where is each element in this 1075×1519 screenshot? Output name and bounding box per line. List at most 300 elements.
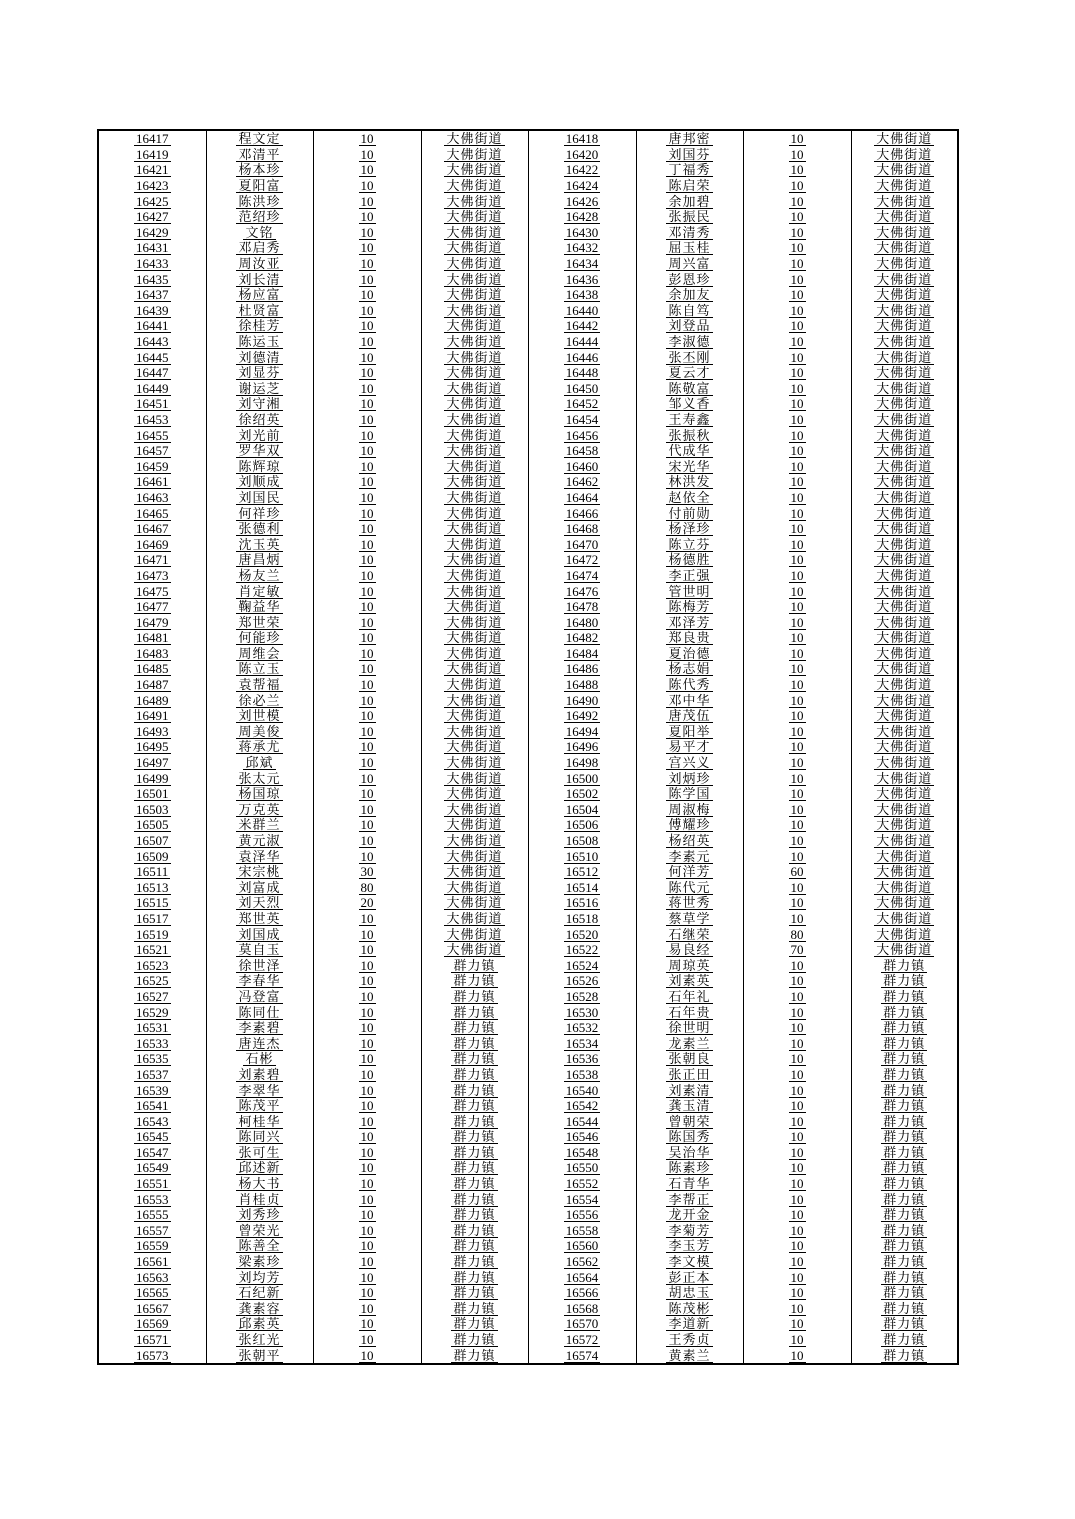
id-cell: [528, 381, 636, 397]
id-cell: [98, 1020, 206, 1036]
amount-cell: [743, 1145, 851, 1161]
area-cell: [421, 1301, 528, 1317]
cell-text: 陈同兴: [238, 1129, 281, 1145]
cell-text: 彭恩珍: [668, 271, 711, 287]
cell-text: 10: [360, 677, 374, 693]
id-cell: [98, 209, 206, 225]
cell-text: 大佛街道: [446, 833, 503, 849]
cell-text: 大佛街道: [446, 661, 503, 677]
cell-text: 群力镇: [883, 1160, 926, 1176]
amount-cell: [313, 1207, 421, 1223]
name-cell: [636, 443, 743, 459]
area-cell: [851, 287, 958, 303]
cell-text: 大佛街道: [876, 833, 933, 849]
cell-text: 16448: [565, 365, 599, 381]
name-cell: [636, 1254, 743, 1270]
amount-cell: [743, 583, 851, 599]
cell-text: 群力镇: [453, 1191, 496, 1207]
name-cell: [636, 334, 743, 350]
amount-cell: [313, 926, 421, 942]
table-row: [98, 147, 958, 163]
cell-text: 肖定敏: [238, 583, 281, 599]
name-cell: [636, 474, 743, 490]
name-cell: [636, 1129, 743, 1145]
cell-text: 16504: [565, 801, 599, 817]
cell-text: 16562: [565, 1254, 599, 1270]
area-cell: [421, 848, 528, 864]
amount-cell: [743, 1129, 851, 1145]
cell-text: 陈启荣: [668, 178, 711, 194]
name-cell: [636, 989, 743, 1005]
cell-text: 10: [360, 489, 374, 505]
cell-text: 10: [360, 240, 374, 256]
id-cell: [98, 474, 206, 490]
amount-cell: [743, 349, 851, 365]
name-cell: [636, 1145, 743, 1161]
cell-text: 邓清平: [238, 146, 281, 162]
name-cell: [636, 162, 743, 178]
name-cell: [636, 1113, 743, 1129]
cell-text: 易平才: [668, 739, 711, 755]
cell-text: 大佛街道: [446, 630, 503, 646]
amount-cell: [313, 864, 421, 880]
id-cell: [98, 1051, 206, 1067]
name-cell: [206, 490, 313, 506]
area-cell: [851, 443, 958, 459]
area-cell: [851, 490, 958, 506]
id-cell: [98, 412, 206, 428]
cell-text: 16465: [136, 505, 169, 521]
id-cell: [98, 1129, 206, 1145]
cell-text: 10: [790, 178, 804, 194]
cell-text: 屈玉桂: [668, 240, 711, 256]
cell-text: 10: [360, 1191, 374, 1207]
id-cell: [528, 1269, 636, 1285]
cell-text: 16521: [136, 942, 169, 958]
cell-text: 16538: [565, 1066, 599, 1082]
amount-cell: [313, 303, 421, 319]
amount-cell: [313, 942, 421, 958]
area-cell: [421, 630, 528, 646]
area-cell: [851, 1129, 958, 1145]
cell-text: 大佛街道: [876, 817, 933, 833]
cell-text: 大佛街道: [876, 224, 933, 240]
cell-text: 16481: [136, 630, 169, 646]
id-cell: [98, 599, 206, 615]
cell-text: 10: [360, 131, 374, 147]
cell-text: 徐世明: [668, 1020, 711, 1036]
table-row: [98, 240, 958, 256]
cell-text: 10: [360, 1098, 374, 1114]
cell-text: 16482: [565, 630, 599, 646]
area-cell: [421, 692, 528, 708]
cell-text: 徐桂芳: [238, 318, 281, 334]
name-cell: [206, 1067, 313, 1083]
cell-text: 16473: [136, 567, 169, 583]
amount-cell: [743, 724, 851, 740]
cell-text: 10: [360, 1222, 374, 1238]
id-cell: [98, 614, 206, 630]
amount-cell: [743, 303, 851, 319]
cell-text: 群力镇: [453, 973, 496, 989]
id-cell: [528, 583, 636, 599]
area-cell: [851, 1207, 958, 1223]
table-row: [98, 864, 958, 880]
amount-cell: [313, 661, 421, 677]
cell-text: 10: [360, 521, 374, 537]
cell-text: 10: [790, 1004, 804, 1020]
amount-cell: [313, 443, 421, 459]
cell-text: 16442: [565, 318, 599, 334]
area-cell: [851, 505, 958, 521]
cell-text: 16431: [136, 240, 169, 256]
name-cell: [636, 178, 743, 194]
amount-cell: [313, 880, 421, 896]
cell-text: 16480: [565, 614, 599, 630]
cell-text: 16476: [565, 583, 599, 599]
name-cell: [206, 583, 313, 599]
area-cell: [851, 614, 958, 630]
name-cell: [636, 365, 743, 381]
cell-text: 大佛街道: [446, 396, 503, 412]
id-cell: [528, 521, 636, 537]
cell-text: 大佛街道: [446, 536, 503, 552]
cell-text: 群力镇: [883, 1316, 926, 1332]
name-cell: [206, 895, 313, 911]
cell-text: 徐世泽: [238, 957, 281, 973]
id-cell: [528, 895, 636, 911]
id-cell: [98, 1098, 206, 1114]
cell-text: 莫自玉: [238, 942, 281, 958]
amount-cell: [313, 521, 421, 537]
cell-text: 群力镇: [453, 1207, 496, 1223]
id-cell: [528, 147, 636, 163]
cell-text: 群力镇: [453, 1098, 496, 1114]
area-cell: [421, 786, 528, 802]
cell-text: 16449: [136, 380, 169, 396]
id-cell: [528, 692, 636, 708]
name-cell: [636, 490, 743, 506]
amount-cell: [743, 412, 851, 428]
cell-text: 10: [790, 552, 804, 568]
cell-text: 大佛街道: [876, 755, 933, 771]
cell-text: 夏阳富: [238, 178, 281, 194]
amount-cell: [743, 1254, 851, 1270]
cell-text: 群力镇: [453, 1300, 496, 1316]
cell-text: 大佛街道: [446, 755, 503, 771]
table-row: [98, 895, 958, 911]
amount-cell: [313, 989, 421, 1005]
id-cell: [98, 521, 206, 537]
cell-text: 16558: [565, 1222, 599, 1238]
cell-text: 陈代秀: [668, 677, 711, 693]
cell-text: 龚素容: [238, 1300, 281, 1316]
cell-text: 蔡草学: [668, 910, 711, 926]
cell-text: 李素元: [668, 848, 711, 864]
amount-cell: [313, 147, 421, 163]
area-cell: [421, 973, 528, 989]
cell-text: 邓清秀: [668, 224, 711, 240]
cell-text: 大佛街道: [446, 240, 503, 256]
cell-text: 16510: [565, 848, 599, 864]
amount-cell: [743, 193, 851, 209]
cell-text: 鞠益华: [238, 599, 281, 615]
cell-text: 10: [790, 739, 804, 755]
cell-text: 张朝良: [668, 1051, 711, 1067]
table-row: [98, 536, 958, 552]
cell-text: 群力镇: [453, 1004, 496, 1020]
amount-cell: [313, 786, 421, 802]
area-cell: [421, 1067, 528, 1083]
cell-text: 张振民: [668, 209, 711, 225]
cell-text: 16463: [136, 489, 169, 505]
name-cell: [206, 708, 313, 724]
cell-text: 16506: [565, 817, 599, 833]
id-cell: [98, 1113, 206, 1129]
name-cell: [636, 256, 743, 272]
amount-cell: [743, 957, 851, 973]
cell-text: 10: [360, 162, 374, 178]
name-cell: [206, 521, 313, 537]
cell-text: 16568: [565, 1300, 599, 1316]
cell-text: 16487: [136, 677, 169, 693]
cell-text: 李菊芳: [668, 1222, 711, 1238]
cell-text: 16535: [136, 1051, 169, 1067]
area-cell: [421, 957, 528, 973]
id-cell: [528, 802, 636, 818]
cell-text: 大佛街道: [446, 895, 503, 911]
amount-cell: [743, 802, 851, 818]
area-cell: [851, 1082, 958, 1098]
cell-text: 10: [790, 489, 804, 505]
name-cell: [206, 1269, 313, 1285]
amount-cell: [743, 271, 851, 287]
table-row: [98, 1098, 958, 1114]
cell-text: 杨友兰: [238, 567, 281, 583]
cell-text: 16502: [565, 786, 599, 802]
name-cell: [206, 942, 313, 958]
id-cell: [98, 661, 206, 677]
cell-text: 何能珍: [238, 630, 281, 646]
amount-cell: [313, 630, 421, 646]
cell-text: 罗华双: [238, 443, 281, 459]
cell-text: 大佛街道: [446, 552, 503, 568]
id-cell: [528, 1113, 636, 1129]
cell-text: 大佛街道: [876, 240, 933, 256]
table-row: [98, 458, 958, 474]
cell-text: 群力镇: [453, 1176, 496, 1192]
cell-text: 16421: [136, 162, 169, 178]
cell-text: 大佛街道: [446, 458, 503, 474]
cell-text: 16457: [136, 443, 169, 459]
table-row: [98, 303, 958, 319]
table-row: [98, 583, 958, 599]
amount-cell: [743, 521, 851, 537]
id-cell: [528, 427, 636, 443]
cell-text: 大佛街道: [876, 302, 933, 318]
cell-text: 李道新: [668, 1316, 711, 1332]
area-cell: [421, 162, 528, 178]
id-cell: [528, 1285, 636, 1301]
cell-text: 16522: [565, 942, 599, 958]
cell-text: 16447: [136, 365, 169, 381]
cell-text: 群力镇: [883, 1129, 926, 1145]
cell-text: 16467: [136, 521, 169, 537]
cell-text: 李淑德: [668, 334, 711, 350]
amount-cell: [313, 599, 421, 615]
area-cell: [851, 1160, 958, 1176]
cell-text: 16451: [136, 396, 169, 412]
cell-text: 大佛街道: [446, 380, 503, 396]
amount-cell: [313, 724, 421, 740]
cell-text: 大佛街道: [876, 427, 933, 443]
cell-text: 16523: [136, 957, 169, 973]
cell-text: 16436: [565, 271, 599, 287]
area-cell: [421, 427, 528, 443]
amount-cell: [743, 287, 851, 303]
table-row: [98, 552, 958, 568]
id-cell: [98, 583, 206, 599]
name-cell: [636, 1020, 743, 1036]
cell-text: 大佛街道: [446, 318, 503, 334]
id-cell: [98, 458, 206, 474]
cell-text: 大佛街道: [446, 334, 503, 350]
area-cell: [851, 833, 958, 849]
cell-text: 10: [360, 599, 374, 615]
cell-text: 群力镇: [453, 1082, 496, 1098]
cell-text: 16551: [136, 1176, 169, 1192]
id-cell: [98, 178, 206, 194]
area-cell: [851, 708, 958, 724]
name-cell: [206, 193, 313, 209]
id-cell: [98, 1254, 206, 1270]
cell-text: 大佛街道: [876, 801, 933, 817]
cell-text: 石纪新: [238, 1285, 281, 1301]
cell-text: 16529: [136, 1004, 169, 1020]
table-row: [98, 474, 958, 490]
cell-text: 大佛街道: [446, 677, 503, 693]
cell-text: 曾荣光: [238, 1222, 281, 1238]
cell-text: 群力镇: [453, 1066, 496, 1082]
amount-cell: [313, 490, 421, 506]
cell-text: 10: [790, 474, 804, 490]
amount-cell: [313, 271, 421, 287]
name-cell: [206, 646, 313, 662]
cell-text: 16494: [565, 723, 599, 739]
cell-text: 10: [790, 910, 804, 926]
cell-text: 16496: [565, 739, 599, 755]
area-cell: [421, 755, 528, 771]
cell-text: 16525: [136, 973, 169, 989]
cell-text: 10: [360, 1285, 374, 1301]
cell-text: 16486: [565, 661, 599, 677]
amount-cell: [313, 427, 421, 443]
amount-cell: [313, 1316, 421, 1332]
cell-text: 刘素英: [668, 973, 711, 989]
name-cell: [206, 130, 313, 147]
cell-text: 谢运芝: [238, 380, 281, 396]
area-cell: [851, 193, 958, 209]
cell-text: 大佛街道: [876, 443, 933, 459]
name-cell: [636, 1004, 743, 1020]
amount-cell: [743, 786, 851, 802]
area-cell: [421, 1347, 528, 1364]
amount-cell: [743, 895, 851, 911]
amount-cell: [743, 443, 851, 459]
table-row: [98, 1223, 958, 1239]
name-cell: [206, 864, 313, 880]
area-cell: [851, 130, 958, 147]
cell-text: 群力镇: [883, 1191, 926, 1207]
cell-text: 10: [790, 770, 804, 786]
cell-text: 10: [360, 1144, 374, 1160]
amount-cell: [313, 1269, 421, 1285]
cell-text: 李翠华: [238, 1082, 281, 1098]
id-cell: [528, 1254, 636, 1270]
area-cell: [851, 412, 958, 428]
amount-cell: [313, 802, 421, 818]
cell-text: 蒋世秀: [668, 895, 711, 911]
id-cell: [98, 677, 206, 693]
name-cell: [206, 755, 313, 771]
id-cell: [528, 1035, 636, 1051]
id-cell: [98, 724, 206, 740]
cell-text: 10: [790, 1129, 804, 1145]
cell-text: 10: [790, 287, 804, 303]
amount-cell: [313, 209, 421, 225]
cell-text: 10: [790, 334, 804, 350]
id-cell: [528, 1223, 636, 1239]
cell-text: 大佛街道: [876, 146, 933, 162]
area-cell: [851, 552, 958, 568]
id-cell: [528, 911, 636, 927]
area-cell: [851, 1254, 958, 1270]
cell-text: 10: [790, 1098, 804, 1114]
cell-text: 16426: [565, 193, 599, 209]
area-cell: [851, 864, 958, 880]
area-cell: [851, 334, 958, 350]
cell-text: 群力镇: [453, 1160, 496, 1176]
cell-text: 郑世荣: [238, 614, 281, 630]
cell-text: 李帮正: [668, 1191, 711, 1207]
area-cell: [851, 178, 958, 194]
cell-text: 群力镇: [883, 1051, 926, 1067]
name-cell: [206, 568, 313, 584]
area-cell: [851, 271, 958, 287]
id-cell: [528, 755, 636, 771]
cell-text: 10: [790, 1035, 804, 1051]
name-cell: [636, 381, 743, 397]
cell-text: 杨德胜: [668, 552, 711, 568]
cell-text: 大佛街道: [876, 583, 933, 599]
area-cell: [421, 130, 528, 147]
id-cell: [528, 396, 636, 412]
area-cell: [851, 880, 958, 896]
cell-text: 大佛街道: [446, 474, 503, 490]
cell-text: 10: [360, 411, 374, 427]
amount-cell: [743, 1082, 851, 1098]
area-cell: [851, 1098, 958, 1114]
name-cell: [636, 895, 743, 911]
cell-text: 大佛街道: [446, 271, 503, 287]
id-cell: [98, 1347, 206, 1364]
name-cell: [636, 973, 743, 989]
cell-text: 群力镇: [453, 957, 496, 973]
name-cell: [206, 1254, 313, 1270]
cell-text: 大佛街道: [876, 723, 933, 739]
name-cell: [206, 505, 313, 521]
cell-text: 10: [360, 1129, 374, 1145]
